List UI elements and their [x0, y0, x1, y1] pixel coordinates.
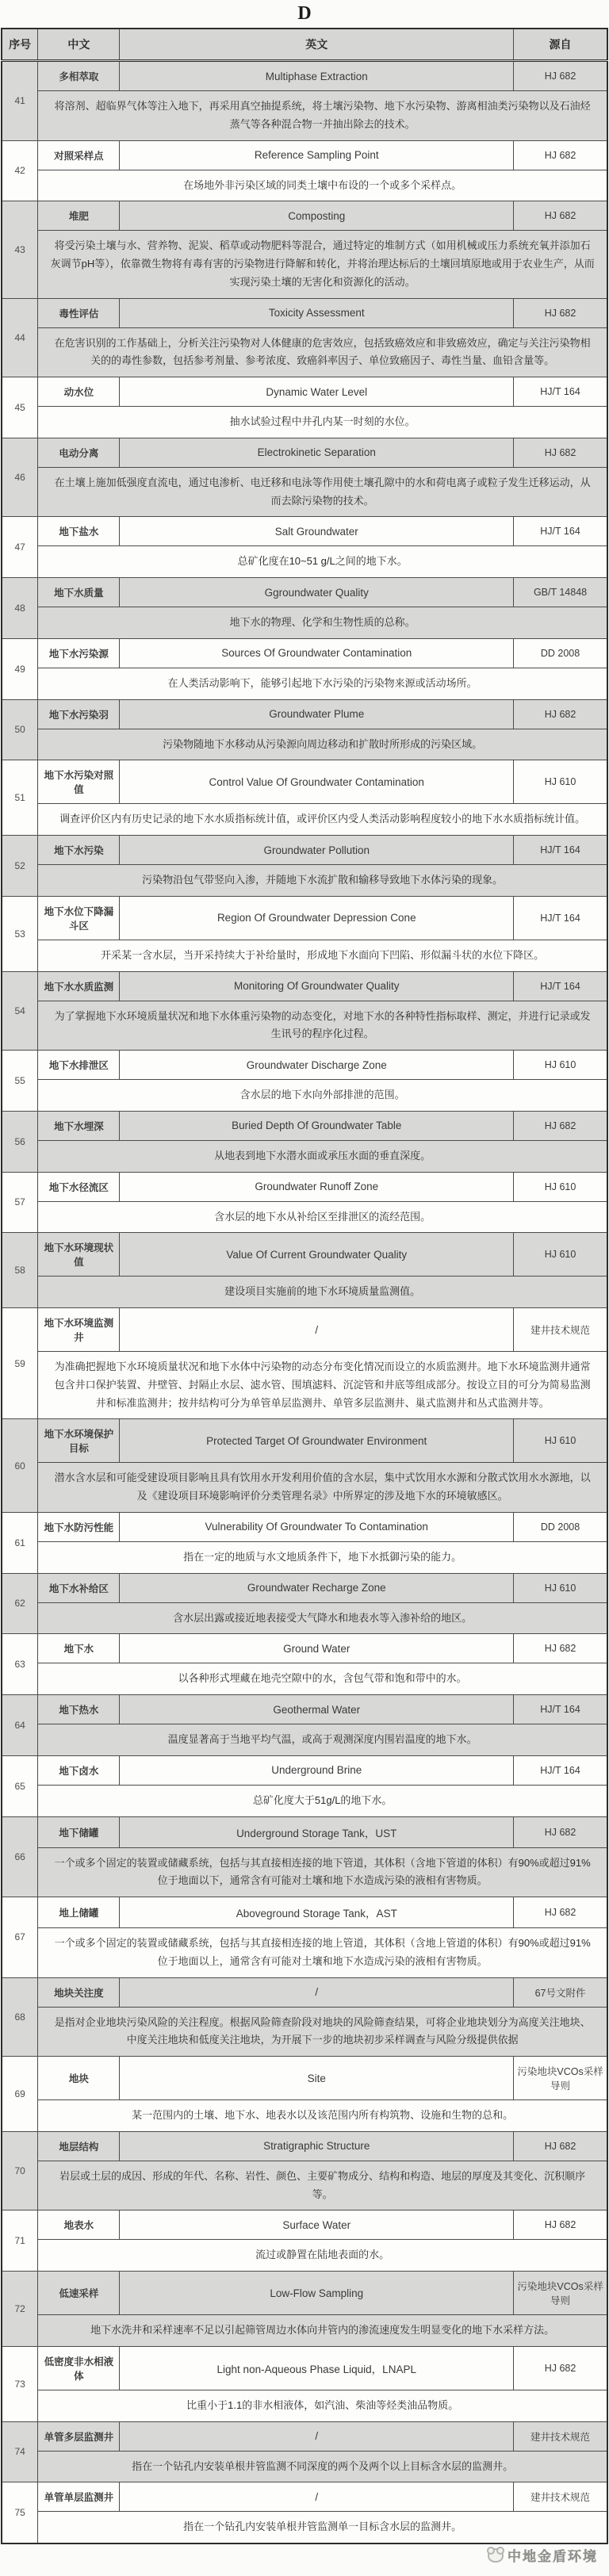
definition-row — [2, 729, 607, 760]
term-row — [2, 1897, 607, 1928]
term-row — [2, 699, 607, 729]
term-definition: 将受污染土壤与水、营养物、泥炭、稻草或动物肥料等混合，通过特定的堆制方式（如用机械或压力系统充氧并添加石灰调节pH等），依靠微生物将有毒有害的污染物进行降解和转化，并将治理达标后的土壤回填原地或用于农业生产，从而实现污染土壤的无害化和资源化的活动。 — [38, 231, 607, 298]
term-chinese: 地下盐水 — [38, 517, 120, 546]
term-chinese: 地下水 — [38, 1634, 120, 1663]
term-chinese: 地下水环境现状值 — [38, 1233, 120, 1277]
term-english: Sources Of Groundwater Contamination — [120, 638, 514, 668]
term-row — [2, 1755, 607, 1785]
term-row — [2, 760, 607, 804]
glossary-table-body — [2, 61, 607, 2544]
header-cell-cn: 中文 — [38, 29, 120, 61]
term-row — [2, 1634, 607, 1663]
term-source: GB/T 14848 — [514, 578, 607, 607]
term-row — [2, 298, 607, 327]
definition-row — [2, 327, 607, 377]
term-english: Groundwater Runoff Zone — [120, 1172, 514, 1201]
definition-row — [2, 804, 607, 836]
term-source: HJ 682 — [514, 140, 607, 170]
term-definition: 一个或多个固定的装置或储藏系统，包括与其直接相连接的地下管道，其体积（含地下管道的体积）有90%或超过91%位于地面以下，通常含有可能对土壤和地下水造成污染的液相有害物质。 — [38, 1847, 607, 1897]
term-source: HJ 682 — [514, 1634, 607, 1663]
term-source: 污染地块VCOs采样导则 — [514, 2272, 607, 2315]
row-number: 66 — [2, 1816, 38, 1897]
row-number: 69 — [2, 2057, 38, 2132]
term-english: Composting — [120, 201, 514, 231]
term-chinese: 地下水埋深 — [38, 1111, 120, 1140]
term-row — [2, 638, 607, 668]
term-row — [2, 1233, 607, 1277]
term-chinese: 单管单层监测井 — [38, 2482, 120, 2512]
term-english: Light non-Aqueous Phase Liquid，LNAPL — [120, 2346, 514, 2390]
term-row — [2, 2482, 607, 2512]
definition-row — [2, 1463, 607, 1513]
term-source: HJ 682 — [514, 1897, 607, 1928]
term-english: Aboveground Storage Tank，AST — [120, 1897, 514, 1928]
term-chinese: 地下水补给区 — [38, 1573, 120, 1602]
row-number: 64 — [2, 1695, 38, 1756]
term-source: HJ/T 164 — [514, 377, 607, 407]
row-number: 45 — [2, 377, 38, 438]
term-definition: 含水层出露或接近地表接受大气降水和地表水等入渗补给的地区。 — [38, 1602, 607, 1634]
term-chinese: 地下卤水 — [38, 1755, 120, 1785]
definition-row — [2, 1541, 607, 1573]
row-number: 72 — [2, 2272, 38, 2347]
row-number: 70 — [2, 2131, 38, 2210]
term-chinese: 地块 — [38, 2057, 120, 2100]
term-english: Geothermal Water — [120, 1695, 514, 1724]
term-definition: 指在一个钻孔内安装单根井管监测不同深度的两个及两个以上目标含水层的监测井。 — [38, 2451, 607, 2482]
term-source: HJ 682 — [514, 61, 607, 91]
term-definition: 一个或多个固定的装置或储藏系统，包括与其直接相连接的地上管道，其体积（含地上管道的体积）有90%或超过91%位于地面以上，通常含有可能对土壤和地下水造成污染的液相有害物质。 — [38, 1928, 607, 1978]
term-row — [2, 1051, 607, 1080]
term-source: DD 2008 — [514, 1512, 607, 1541]
term-row — [2, 1816, 607, 1847]
definition-row — [2, 1928, 607, 1978]
term-chinese: 地块关注度 — [38, 1977, 120, 2007]
term-source: 建井技术规范 — [514, 2421, 607, 2451]
row-number: 48 — [2, 578, 38, 639]
term-english: Buried Depth Of Groundwater Table — [120, 1111, 514, 1140]
definition-row — [2, 407, 607, 438]
term-english: Site — [120, 2057, 514, 2100]
definition-row — [2, 940, 607, 971]
term-source: HJ/T 164 — [514, 896, 607, 940]
term-definition: 某一范围内的土壤、地下水、地表水以及该范围内所有构筑物、设施和生物的总和。 — [38, 2100, 607, 2132]
term-english: Reference Sampling Point — [120, 140, 514, 170]
definition-row — [2, 1001, 607, 1051]
term-row — [2, 1172, 607, 1201]
term-source: HJ 682 — [514, 298, 607, 327]
term-chinese: 毒性评估 — [38, 298, 120, 327]
definition-row — [2, 668, 607, 699]
definition-row — [2, 91, 607, 141]
term-source: HJ 682 — [514, 2210, 607, 2240]
term-chinese: 单管多层监测井 — [38, 2421, 120, 2451]
term-definition: 在人类活动影响下，能够引起地下水污染的污染物来源或活动场所。 — [38, 668, 607, 699]
row-number: 74 — [2, 2421, 38, 2482]
definition-row — [2, 607, 607, 639]
term-definition: 潜水含水层和可能受建设项目影响且具有饮用水开发利用价值的含水层，集中式饮用水水源和分散式饮用水水源地，以及《建设项目环境影响评价分类管理名录》中所界定的涉及地下水的环境敏感区。 — [38, 1463, 607, 1513]
term-source: HJ 610 — [514, 1233, 607, 1277]
definition-row — [2, 170, 607, 201]
term-source: HJ 682 — [514, 1111, 607, 1140]
row-number: 46 — [2, 438, 38, 517]
term-chinese: 地上储罐 — [38, 1897, 120, 1928]
row-number: 43 — [2, 201, 38, 298]
term-definition: 为了掌握地下水环境质量状况和地下水体重污染物的动态变化，对地下水的各种特性指标取样、测定，并进行记录或发生讯号的程序化过程。 — [38, 1001, 607, 1051]
term-row — [2, 1308, 607, 1352]
row-number: 41 — [2, 61, 38, 141]
term-english: Electrokinetic Separation — [120, 438, 514, 467]
definition-row — [2, 2161, 607, 2210]
term-source: HJ/T 164 — [514, 971, 607, 1001]
definition-row — [2, 231, 607, 298]
term-chinese: 地层结构 — [38, 2131, 120, 2161]
row-number: 44 — [2, 298, 38, 377]
term-definition: 污染物沿包气带竖向入渗，并随地下水流扩散和输移导致地下水体污染的现象。 — [38, 865, 607, 897]
row-number: 67 — [2, 1897, 38, 1978]
term-english: Stratigraphic Structure — [120, 2131, 514, 2161]
term-source: HJ 610 — [514, 1172, 607, 1201]
term-definition: 抽水试验过程中井孔内某一时刻的水位。 — [38, 407, 607, 438]
definition-row — [2, 1785, 607, 1816]
term-source: HJ 610 — [514, 760, 607, 804]
term-chinese: 地下水排泄区 — [38, 1051, 120, 1080]
term-chinese: 对照采样点 — [38, 140, 120, 170]
term-row — [2, 896, 607, 940]
term-english: Monitoring Of Groundwater Quality — [120, 971, 514, 1001]
term-english: Protected Target Of Groundwater Environment — [120, 1419, 514, 1463]
term-definition: 在危害识别的工作基础上，分析关注污染物对人体健康的危害效应，包括致癌效应和非致癌效应，确定与关注污染物相关的的毒性参数，包括参考剂量、参考浓度、致癌斜率因子、单位致癌因子、毒性当量、血铅含量等。 — [38, 327, 607, 377]
row-number: 47 — [2, 517, 38, 578]
term-row — [2, 2131, 607, 2161]
row-number: 56 — [2, 1111, 38, 1172]
term-english: Dynamic Water Level — [120, 377, 514, 407]
term-english: Underground Brine — [120, 1755, 514, 1785]
term-english: Control Value Of Groundwater Contamination — [120, 760, 514, 804]
term-chinese: 地下热水 — [38, 1695, 120, 1724]
definition-row — [2, 1663, 607, 1695]
definition-row — [2, 2240, 607, 2272]
definition-row — [2, 2512, 607, 2543]
term-source: DD 2008 — [514, 638, 607, 668]
term-source: HJ 610 — [514, 1419, 607, 1463]
term-definition: 流过或静置在陆地表面的水。 — [38, 2240, 607, 2272]
watermark — [488, 2545, 598, 2565]
term-definition: 含水层的地下水向外部排泄的范围。 — [38, 1080, 607, 1112]
term-row — [2, 1111, 607, 1140]
definition-row — [2, 1602, 607, 1634]
page-title: D — [297, 3, 312, 24]
row-number: 73 — [2, 2346, 38, 2421]
term-source: HJ/T 164 — [514, 836, 607, 865]
row-number: 58 — [2, 1233, 38, 1308]
term-chinese: 地下水环境保护目标 — [38, 1419, 120, 1463]
term-definition: 岩层或土层的成因、形成的年代、名称、岩性、颜色、主要矿物成分、结构和构造、地层的厚度及其变化、沉积顺序等。 — [38, 2161, 607, 2210]
term-chinese: 动水位 — [38, 377, 120, 407]
term-source: HJ 682 — [514, 201, 607, 231]
row-number: 49 — [2, 638, 38, 699]
row-number: 51 — [2, 760, 38, 836]
term-row — [2, 1695, 607, 1724]
term-source: HJ/T 164 — [514, 1755, 607, 1785]
term-source: HJ 682 — [514, 2346, 607, 2390]
header-row — [2, 29, 607, 61]
term-chinese: 地下水环境监测井 — [38, 1308, 120, 1352]
term-chinese: 地下水污染 — [38, 836, 120, 865]
term-chinese: 电动分离 — [38, 438, 120, 467]
term-english: / — [120, 1977, 514, 2007]
term-english: Salt Groundwater — [120, 517, 514, 546]
term-row — [2, 2421, 607, 2451]
term-definition: 在场地外非污染区域的同类土壤中布设的一个或多个采样点。 — [38, 170, 607, 201]
term-source: HJ/T 164 — [514, 517, 607, 546]
row-number: 71 — [2, 2210, 38, 2272]
definition-row — [2, 865, 607, 897]
panda-logo-icon — [488, 2548, 504, 2563]
term-english: Groundwater Pollution — [120, 836, 514, 865]
term-english: Ground Water — [120, 1634, 514, 1663]
term-definition: 以各种形式埋藏在地壳空隙中的水，含包气带和饱和带中的水。 — [38, 1663, 607, 1695]
definition-row — [2, 546, 607, 578]
term-row — [2, 2272, 607, 2315]
definition-row — [2, 2007, 607, 2057]
term-row — [2, 438, 607, 467]
term-definition: 是指对企业地块污染风险的关注程度。根据风险筛查阶段对地块的风险筛查结果，可将企业地块划分为高度关注地块、中度关注地块和低度关注地块，为开展下一步的地块初步采样调查与风险分级提供依据 — [38, 2007, 607, 2057]
term-row — [2, 1977, 607, 2007]
row-number: 68 — [2, 1977, 38, 2057]
definition-row — [2, 467, 607, 517]
term-definition: 指在一定的地质与水文地质条件下，地下水抵御污染的能力。 — [38, 1541, 607, 1573]
term-english: Low-Flow Sampling — [120, 2272, 514, 2315]
term-english: Value Of Current Groundwater Quality — [120, 1233, 514, 1277]
term-source: HJ 682 — [514, 2131, 607, 2161]
term-row — [2, 2346, 607, 2390]
term-source: HJ/T 164 — [514, 1695, 607, 1724]
term-english: Groundwater Discharge Zone — [120, 1051, 514, 1080]
term-english: / — [120, 1308, 514, 1352]
term-source: HJ 610 — [514, 1051, 607, 1080]
glossary-table — [1, 28, 608, 2544]
row-number: 57 — [2, 1172, 38, 1233]
term-definition: 将溶剂、超临界气体等注入地下，再采用真空抽提系统，将土壤污染物、地下水污染物、游离相油类污染物以及石油烃蒸气等各种混合物一并抽出除去的技术。 — [38, 91, 607, 141]
term-chinese: 低速采样 — [38, 2272, 120, 2315]
row-number: 59 — [2, 1308, 38, 1419]
row-number: 53 — [2, 896, 38, 971]
term-english: Region Of Groundwater Depression Cone — [120, 896, 514, 940]
header-cell-no: 序号 — [2, 29, 38, 61]
row-number: 50 — [2, 699, 38, 760]
term-chinese: 地下水水质监测 — [38, 971, 120, 1001]
row-number: 65 — [2, 1755, 38, 1816]
term-chinese: 地下水污染对照值 — [38, 760, 120, 804]
term-definition: 为准确把握地下水环境质量状况和地下水体中污染物的动态分布变化情况而设立的水质监测井。地下水环境监测井通常包含井口保护装置、井壁管、封隔止水层、滤水管、围填滤料、沉淀管和井底等组成部分。按设立目的可分为简易监测井和标准监测井；按井结构可分为单管单层监测井、单管多层监测井、巢式监测井和丛式监测井等。 — [38, 1352, 607, 1419]
term-source: 建井技术规范 — [514, 1308, 607, 1352]
definition-row — [2, 1847, 607, 1897]
term-source: HJ 610 — [514, 1573, 607, 1602]
term-row — [2, 61, 607, 91]
term-source: HJ 682 — [514, 699, 607, 729]
row-number: 63 — [2, 1634, 38, 1695]
term-definition: 建设项目实施前的地下水环境质量监测值。 — [38, 1277, 607, 1308]
row-number: 62 — [2, 1573, 38, 1634]
term-row — [2, 2210, 607, 2240]
definition-row — [2, 2100, 607, 2132]
term-definition: 污染物随地下水移动从污染源向周边移动和扩散时所形成的污染区域。 — [38, 729, 607, 760]
term-row — [2, 2057, 607, 2100]
term-row — [2, 836, 607, 865]
row-number: 52 — [2, 836, 38, 897]
term-definition: 从地表到地下水潜水面或承压水面的垂直深度。 — [38, 1140, 607, 1172]
term-row — [2, 1419, 607, 1463]
term-row — [2, 517, 607, 546]
term-source: HJ 682 — [514, 438, 607, 467]
term-chinese: 多相萃取 — [38, 61, 120, 91]
row-number: 61 — [2, 1512, 38, 1573]
term-row — [2, 140, 607, 170]
term-chinese: 地下水防污性能 — [38, 1512, 120, 1541]
term-chinese: 地下水污染羽 — [38, 699, 120, 729]
term-definition: 总矿化度在10~51 g/L之间的地下水。 — [38, 546, 607, 578]
term-source: 67号文附件 — [514, 1977, 607, 2007]
term-english: / — [120, 2421, 514, 2451]
term-row — [2, 1512, 607, 1541]
term-definition: 调查评价区内有历史记录的地下水水质指标统计值，或评价区内受人类活动影响程度较小的地下水水质指标统计值。 — [38, 804, 607, 836]
row-number: 54 — [2, 971, 38, 1051]
term-definition: 温度显著高于当地平均气温，或高于观测深度内围岩温度的地下水。 — [38, 1724, 607, 1756]
term-source: HJ 682 — [514, 1816, 607, 1847]
watermark-text: 中地金盾环境 — [508, 2549, 598, 2564]
definition-row — [2, 1201, 607, 1233]
term-chinese: 地表水 — [38, 2210, 120, 2240]
term-chinese: 地下水径流区 — [38, 1172, 120, 1201]
term-row — [2, 578, 607, 607]
definition-row — [2, 1352, 607, 1419]
term-definition: 地下水洗井和采样速率不足以引起筛管周边水体向井管内的渗流速度发生明显变化的地下水采样方法。 — [38, 2315, 607, 2347]
term-row — [2, 377, 607, 407]
definition-row — [2, 1080, 607, 1112]
term-definition: 开采某一含水层，当开采持续大于补给量时，形成地下水面向下凹陷、形似漏斗状的水位下降区。 — [38, 940, 607, 971]
term-definition: 地下水的物理、化学和生物性质的总称。 — [38, 607, 607, 639]
term-english: Groundwater Plume — [120, 699, 514, 729]
definition-row — [2, 2451, 607, 2482]
definition-row — [2, 2315, 607, 2347]
term-definition: 比重小于1.1的非水相液体，如汽油、柴油等烃类油品物质。 — [38, 2390, 607, 2421]
term-source: 建井技术规范 — [514, 2482, 607, 2512]
term-definition: 总矿化度大于51g/L的地下水。 — [38, 1785, 607, 1816]
table-header — [2, 29, 607, 61]
term-english: Multiphase Extraction — [120, 61, 514, 91]
term-english: Vulnerability Of Groundwater To Contamination — [120, 1512, 514, 1541]
row-number: 60 — [2, 1419, 38, 1513]
header-cell-en: 英文 — [120, 29, 514, 61]
definition-row — [2, 1140, 607, 1172]
term-chinese: 低密度非水相液体 — [38, 2346, 120, 2390]
term-chinese: 地下水位下降漏斗区 — [38, 896, 120, 940]
term-english: / — [120, 2482, 514, 2512]
term-row — [2, 201, 607, 231]
term-definition: 指在一个钻孔内安装单根井管监测单一目标含水层的监测井。 — [38, 2512, 607, 2543]
term-english: Underground Storage Tank，UST — [120, 1816, 514, 1847]
term-definition: 含水层的地下水从补给区至排泄区的流经范围。 — [38, 1201, 607, 1233]
term-definition: 在土壤上施加低强度直流电，通过电渗析、电迁移和电泳等作用使土壤孔隙中的水和荷电离子或粒子发生迁移运动，从而去除污染物的技术。 — [38, 467, 607, 517]
term-english: Ggroundwater Quality — [120, 578, 514, 607]
term-chinese: 地下储罐 — [38, 1816, 120, 1847]
term-english: Toxicity Assessment — [120, 298, 514, 327]
term-row — [2, 1573, 607, 1602]
definition-row — [2, 1277, 607, 1308]
definition-row — [2, 1724, 607, 1756]
row-number: 42 — [2, 140, 38, 201]
definition-row — [2, 2390, 607, 2421]
term-row — [2, 971, 607, 1001]
header-cell-src: 源自 — [514, 29, 607, 61]
row-number: 55 — [2, 1051, 38, 1112]
term-english: Surface Water — [120, 2210, 514, 2240]
term-source: 污染地块VCOs采样导则 — [514, 2057, 607, 2100]
term-chinese: 堆肥 — [38, 201, 120, 231]
term-english: Groundwater Recharge Zone — [120, 1573, 514, 1602]
row-number: 75 — [2, 2482, 38, 2543]
term-chinese: 地下水污染源 — [38, 638, 120, 668]
term-chinese: 地下水质量 — [38, 578, 120, 607]
